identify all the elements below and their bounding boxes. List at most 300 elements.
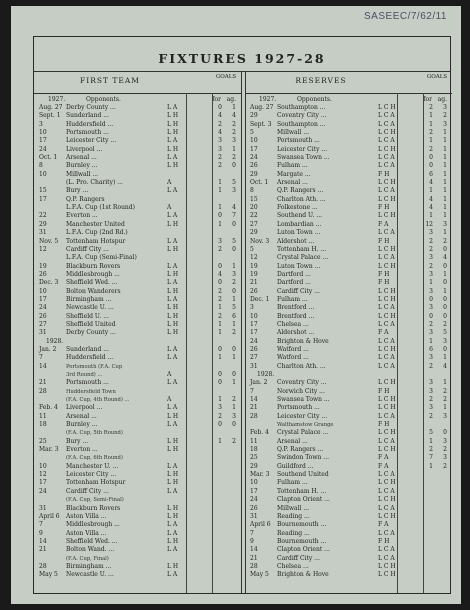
goals-for: 2 bbox=[218, 312, 222, 320]
fixture-opponent: Sunderland ... bbox=[66, 345, 109, 353]
goals-against: 0 bbox=[443, 345, 447, 353]
goals-for: 3 bbox=[429, 270, 433, 278]
fixture-date: 21 bbox=[39, 546, 47, 554]
fixture-venue: F H bbox=[378, 170, 390, 178]
fixture-venue: A bbox=[167, 371, 172, 378]
fixture-row bbox=[245, 296, 452, 304]
fixture-opponent: Blackburn Rovers bbox=[66, 262, 121, 270]
fixture-opponent: Crystal Palace ... bbox=[277, 254, 329, 262]
goals-for: 2 bbox=[429, 362, 433, 370]
fixture-row bbox=[245, 363, 452, 371]
goals-against: 2 bbox=[443, 396, 447, 404]
goals-for: 7 bbox=[429, 454, 433, 462]
fixture-row bbox=[245, 279, 452, 287]
goals-for: 1 bbox=[218, 179, 222, 187]
fixture-date: 5 bbox=[250, 245, 254, 253]
goals-against: 1 bbox=[443, 287, 447, 295]
goals-against: 1 bbox=[443, 145, 447, 153]
fixture-venue: A bbox=[167, 179, 172, 187]
fixture-venue: L A bbox=[167, 104, 178, 111]
fixture-opponent: Aldershot ... bbox=[277, 329, 315, 337]
fixture-row bbox=[34, 313, 241, 321]
fixture-opponent: L.F.A. Cup (2nd Rd.) bbox=[66, 229, 128, 237]
fixture-opponent: Chelsea ... bbox=[277, 562, 309, 570]
fixture-venue: F H bbox=[378, 279, 390, 287]
fixture-opponent: Huddersfield Town bbox=[66, 388, 116, 395]
goals-for: 1 bbox=[218, 187, 222, 195]
goals-for: 1 bbox=[429, 337, 433, 345]
fixture-date: Jan. 2 bbox=[39, 345, 57, 353]
goals-against: 1 bbox=[443, 154, 447, 162]
goals-for: 2 bbox=[429, 320, 433, 328]
goals-against: 1 bbox=[443, 270, 447, 278]
goals-against: 1 bbox=[443, 204, 447, 212]
fixture-date: 27 bbox=[250, 354, 258, 362]
fixture-row bbox=[34, 546, 241, 554]
fixture-date: 24 bbox=[250, 337, 258, 345]
fixture-opponent: Bury ... bbox=[66, 437, 89, 445]
opponents-header: Opponents. bbox=[297, 96, 332, 103]
fixture-opponent: Walthamstow Grange bbox=[277, 422, 334, 429]
fixture-venue: L H bbox=[167, 437, 179, 445]
fixture-venue: L A bbox=[167, 462, 178, 470]
fixture-opponent: Swansea Town ... bbox=[277, 154, 330, 162]
fixture-venue: L H bbox=[167, 562, 179, 570]
fixture-row bbox=[245, 263, 452, 271]
fixture-opponent: Sheffield U. ... bbox=[66, 312, 109, 320]
fixture-opponent: Blackburn Rovers bbox=[66, 504, 121, 512]
fixture-opponent: Portsmouth ... bbox=[66, 129, 109, 137]
fixture-date: Oct. 1 bbox=[39, 154, 58, 162]
fixture-venue: L H bbox=[167, 245, 179, 253]
fixture-opponent: Aston Villa ... bbox=[66, 512, 107, 520]
fixture-row bbox=[34, 254, 241, 262]
fixture-row bbox=[34, 496, 241, 504]
fixture-date: 20 bbox=[250, 204, 258, 212]
fixture-venue: L C H bbox=[378, 312, 396, 320]
fixture-venue: F H bbox=[378, 537, 390, 545]
fixture-venue: L A bbox=[167, 546, 178, 554]
goals-against: 1 bbox=[232, 320, 236, 328]
fixture-date: 17 bbox=[39, 195, 47, 203]
fixture-row bbox=[245, 354, 452, 362]
fixture-opponent: (F.A. Cup, 5th Round) bbox=[66, 430, 123, 437]
fixture-opponent: Derby County ... bbox=[66, 329, 116, 337]
fixture-venue: L H bbox=[167, 145, 179, 153]
fixture-row bbox=[245, 196, 452, 204]
goals-for: 0 bbox=[218, 212, 222, 220]
fixture-date: 21 bbox=[250, 279, 258, 287]
fixture-venue: L C A bbox=[378, 554, 395, 562]
fixture-row bbox=[245, 271, 452, 279]
fixture-date: 15 bbox=[39, 187, 47, 195]
fixture-opponent: Southend U. ... bbox=[277, 212, 323, 220]
fixture-date: 17 bbox=[250, 320, 258, 328]
goals-against: 3 bbox=[443, 220, 447, 228]
fixture-row bbox=[34, 162, 241, 170]
fixture-row bbox=[34, 454, 241, 462]
fixture-row bbox=[245, 346, 452, 354]
fixture-date: 25 bbox=[39, 437, 47, 445]
fixture-venue: L H bbox=[167, 112, 179, 120]
goals-against: 1 bbox=[443, 137, 447, 145]
goals-against: 2 bbox=[232, 396, 236, 404]
against-header: ag. bbox=[437, 96, 447, 103]
fixture-venue: L H bbox=[167, 479, 179, 487]
fixture-row bbox=[34, 154, 241, 162]
fixture-date: 8 bbox=[250, 187, 254, 195]
fixture-opponent: Tottenham Hotspur bbox=[66, 237, 126, 245]
goals-against: 3 bbox=[232, 187, 236, 195]
goals-against: 1 bbox=[443, 179, 447, 187]
goals-for: 0 bbox=[218, 371, 222, 378]
fixture-opponent: Tottenham Hotspur bbox=[66, 479, 126, 487]
goals-for: 1 bbox=[429, 120, 433, 128]
fixture-opponent: Southampton ... bbox=[277, 120, 326, 128]
fixture-venue: L H bbox=[167, 287, 179, 295]
fixture-venue: L H bbox=[167, 312, 179, 320]
fixture-venue: A bbox=[167, 204, 172, 212]
goals-against: 0 bbox=[443, 262, 447, 270]
fixture-row bbox=[34, 346, 241, 354]
fixture-date: Jan. 2 bbox=[250, 379, 268, 387]
fixture-date: 12 bbox=[250, 254, 258, 262]
fixture-date: 19 bbox=[39, 262, 47, 270]
goals-for: 1 bbox=[218, 220, 222, 228]
fixture-date: Aug. 27 bbox=[250, 104, 274, 111]
fixture-opponent: Birmingham ... bbox=[66, 562, 112, 570]
fixture-opponent: L.F.A. Cup (Semi-Final) bbox=[66, 254, 137, 262]
goals-against: 5 bbox=[232, 304, 236, 312]
goals-for: 4 bbox=[218, 112, 222, 120]
fixture-date: 15 bbox=[250, 195, 258, 203]
goals-for: 12 bbox=[425, 220, 433, 228]
fixture-venue: L C A bbox=[378, 362, 395, 370]
fixture-venue: L A bbox=[167, 262, 178, 270]
fixture-date: 31 bbox=[250, 512, 258, 520]
fixture-row bbox=[245, 438, 452, 446]
fixture-date: 9 bbox=[250, 537, 254, 545]
goals-for: 2 bbox=[429, 145, 433, 153]
fixture-venue: L C A bbox=[378, 229, 395, 237]
goals-for: 1 bbox=[429, 137, 433, 145]
fixture-row bbox=[34, 112, 241, 120]
fixture-date: 10 bbox=[39, 462, 47, 470]
fixture-row bbox=[245, 313, 452, 321]
goals-for: 5 bbox=[429, 429, 433, 437]
fixture-venue: L A bbox=[167, 404, 178, 412]
fixture-row bbox=[245, 129, 452, 137]
goals-against: 2 bbox=[443, 387, 447, 395]
fixture-opponent: Bury ... bbox=[66, 187, 89, 195]
goals-against: 1 bbox=[443, 229, 447, 237]
goals-for: 2 bbox=[429, 262, 433, 270]
fixture-date: 27 bbox=[39, 320, 47, 328]
goals-for: 1 bbox=[429, 279, 433, 287]
fixture-row bbox=[34, 388, 241, 396]
fixture-venue: L C H bbox=[378, 571, 396, 579]
fixture-row bbox=[245, 204, 452, 212]
fixture-venue: L H bbox=[167, 304, 179, 312]
fixture-date: 10 bbox=[39, 129, 47, 137]
fixture-opponent: Aston Villa ... bbox=[66, 529, 107, 537]
fixture-venue: F H bbox=[378, 421, 390, 429]
goals-for: 2 bbox=[429, 446, 433, 454]
fixture-venue: L H bbox=[167, 129, 179, 137]
fixture-row bbox=[34, 288, 241, 296]
fixture-venue: F H bbox=[378, 387, 390, 395]
fixture-date: 21 bbox=[250, 554, 258, 562]
fixture-date: 19 bbox=[250, 262, 258, 270]
fixture-opponent: Tottenham H. ... bbox=[277, 487, 327, 495]
goals-for: 3 bbox=[429, 404, 433, 412]
goals-against: 5 bbox=[232, 179, 236, 187]
fixture-date: 31 bbox=[39, 229, 47, 237]
first-team-header bbox=[34, 71, 241, 94]
fixture-date: 21 bbox=[39, 379, 47, 387]
fixture-venue: L C H bbox=[378, 212, 396, 220]
fixture-venue: L C H bbox=[378, 245, 396, 253]
fixture-venue: L H bbox=[167, 120, 179, 128]
fixture-row bbox=[245, 338, 452, 346]
fixture-opponent: Portsmouth ... bbox=[277, 137, 320, 145]
fixture-row bbox=[34, 354, 241, 362]
goals-against: 4 bbox=[443, 254, 447, 262]
fixture-row bbox=[245, 179, 452, 187]
goals-against: 0 bbox=[443, 304, 447, 312]
fixture-opponent: Crystal Palace ... bbox=[277, 429, 329, 437]
goals-for: 1 bbox=[429, 462, 433, 470]
goals-for: 2 bbox=[429, 412, 433, 420]
goals-against: 0 bbox=[232, 245, 236, 253]
goals-for: 3 bbox=[218, 145, 222, 153]
goals-for: 1 bbox=[218, 354, 222, 362]
goals-for: 0 bbox=[429, 295, 433, 303]
fixture-row bbox=[245, 454, 452, 462]
goals-for: 0 bbox=[429, 154, 433, 162]
fixture-venue: F A bbox=[378, 462, 389, 470]
fixture-opponent: Manchester United bbox=[66, 220, 125, 228]
fixture-row bbox=[245, 121, 452, 129]
fixture-row bbox=[245, 229, 452, 237]
goals-against: 1 bbox=[232, 404, 236, 412]
fixture-row bbox=[245, 146, 452, 154]
goals-against: 3 bbox=[232, 270, 236, 278]
fixture-venue: F A bbox=[378, 521, 389, 529]
fixture-opponent: Cardiff City ... bbox=[277, 287, 320, 295]
fixture-date: 31 bbox=[39, 504, 47, 512]
fixture-date: 29 bbox=[250, 170, 258, 178]
goals-for: 3 bbox=[218, 237, 222, 245]
fixture-venue: L H bbox=[167, 512, 179, 520]
fixture-date: 21 bbox=[250, 404, 258, 412]
goals-against: 1 bbox=[232, 145, 236, 153]
fixture-row bbox=[245, 446, 452, 454]
goals-for: 6 bbox=[429, 170, 433, 178]
fixture-row bbox=[245, 288, 452, 296]
goals-for: 2 bbox=[218, 162, 222, 170]
fixture-venue: L A bbox=[167, 295, 178, 303]
fixture-row bbox=[34, 479, 241, 487]
fixture-opponent: Lombardian ... bbox=[277, 220, 322, 228]
fixture-row bbox=[34, 271, 241, 279]
fixture-opponent: Brentford ... bbox=[277, 304, 315, 312]
fixture-venue: L C A bbox=[378, 337, 395, 345]
fixture-venue: L C H bbox=[378, 446, 396, 454]
fixture-date: 28 bbox=[250, 562, 258, 570]
fixture-date: 28 bbox=[39, 387, 47, 395]
fixture-date: Mar. 3 bbox=[39, 446, 59, 454]
fixture-opponent: Southend United bbox=[277, 471, 329, 479]
first-team-fixtures bbox=[34, 104, 241, 580]
first-team-goals-label: GOALS bbox=[215, 74, 237, 80]
goals-against: 3 bbox=[443, 412, 447, 420]
year-row bbox=[34, 338, 241, 346]
fixture-venue: L C H bbox=[378, 429, 396, 437]
fixture-venue: L A bbox=[167, 212, 178, 220]
goals-against: 2 bbox=[232, 129, 236, 137]
fixture-row bbox=[245, 254, 452, 262]
fixture-row bbox=[245, 429, 452, 437]
fixture-row bbox=[245, 187, 452, 195]
fixture-opponent: Manchester U. ... bbox=[66, 462, 119, 470]
goals-for: 1 bbox=[429, 112, 433, 120]
fixture-opponent: Q.P. Rangers ... bbox=[277, 187, 324, 195]
goals-for: 1 bbox=[218, 396, 222, 404]
fixture-opponent: Charlton Ath. ... bbox=[277, 195, 326, 203]
fixture-opponent: Newcastle U. ... bbox=[66, 304, 114, 312]
fixture-opponent: Leicester City ... bbox=[277, 145, 328, 153]
fixture-opponent: Arsenal ... bbox=[277, 437, 308, 445]
fixture-venue: L H bbox=[167, 412, 179, 420]
goals-against: 0 bbox=[232, 220, 236, 228]
fixture-date: 25 bbox=[250, 454, 258, 462]
fixture-row bbox=[245, 421, 452, 429]
goals-for: 4 bbox=[218, 129, 222, 137]
goals-for: 0 bbox=[218, 262, 222, 270]
fixture-venue: L C H bbox=[378, 129, 396, 137]
fixture-date: April 6 bbox=[39, 512, 60, 520]
fixture-opponent: Cardiff City ... bbox=[66, 245, 109, 253]
fixture-opponent: (F.A. Cup, Final) bbox=[66, 555, 109, 562]
fixture-date: 29 bbox=[39, 220, 47, 228]
fixture-date: Mar. 3 bbox=[250, 471, 270, 479]
fixture-opponent: Coventry City ... bbox=[277, 379, 327, 387]
goals-against: 2 bbox=[232, 120, 236, 128]
fixture-venue: L C A bbox=[378, 320, 395, 328]
fixture-opponent: Bournemouth ... bbox=[277, 521, 327, 529]
goals-for: 0 bbox=[218, 379, 222, 387]
fixture-opponent: Liverpool ... bbox=[66, 404, 103, 412]
fixture-date: 10 bbox=[250, 479, 258, 487]
goals-against: 2 bbox=[232, 437, 236, 445]
fixture-venue: L C A bbox=[378, 546, 395, 554]
fixture-row bbox=[245, 530, 452, 538]
goals-for: 3 bbox=[429, 329, 433, 337]
fixture-date: 27 bbox=[250, 220, 258, 228]
fixture-row bbox=[245, 513, 452, 521]
fixture-row bbox=[34, 471, 241, 479]
fixture-venue: L H bbox=[167, 329, 179, 337]
fixture-row bbox=[245, 388, 452, 396]
fixture-date: Oct. 1 bbox=[250, 179, 269, 187]
fixture-row bbox=[34, 463, 241, 471]
goals-against: 1 bbox=[232, 104, 236, 111]
goals-against: 1 bbox=[443, 212, 447, 220]
fixture-date: 11 bbox=[250, 437, 258, 445]
goals-against: 0 bbox=[443, 295, 447, 303]
fixture-row bbox=[34, 404, 241, 412]
fixture-date: 7 bbox=[250, 529, 254, 537]
fixture-row bbox=[34, 438, 241, 446]
fixture-opponent: Sheffield Wed. ... bbox=[66, 279, 118, 287]
fixture-date: 28 bbox=[39, 562, 47, 570]
fixture-venue: F A bbox=[378, 329, 389, 337]
goals-against: 1 bbox=[232, 379, 236, 387]
goals-for: 1 bbox=[429, 437, 433, 445]
goals-against: 2 bbox=[443, 462, 447, 470]
fixture-venue: L A bbox=[167, 487, 178, 495]
fixture-venue: L H bbox=[167, 446, 179, 454]
goals-against: 6 bbox=[232, 312, 236, 320]
fixture-row bbox=[245, 538, 452, 546]
goals-against: 2 bbox=[232, 329, 236, 337]
fixture-venue: L A bbox=[167, 345, 178, 353]
fixture-opponent: 3rd Round) ... bbox=[66, 372, 103, 378]
fixture-opponent: Luton Town ... bbox=[277, 229, 321, 237]
goals-against: 1 bbox=[443, 354, 447, 362]
fixture-opponent: Bolton Wanderers bbox=[66, 287, 121, 295]
fixture-opponent: Middlesbrough ... bbox=[66, 270, 120, 278]
fixture-venue: L C H bbox=[378, 145, 396, 153]
goals-against: 2 bbox=[232, 279, 236, 287]
goals-against: 7 bbox=[232, 212, 236, 220]
fixture-row bbox=[245, 505, 452, 513]
fixture-row bbox=[34, 488, 241, 496]
fixture-date: 8 bbox=[39, 162, 43, 170]
fixture-opponent: Bournemouth ... bbox=[277, 537, 327, 545]
goals-for: 4 bbox=[429, 179, 433, 187]
fixture-opponent: Dartford ... bbox=[277, 279, 311, 287]
fixture-row bbox=[34, 429, 241, 437]
page-title: FIXTURES 1927-28 bbox=[158, 51, 326, 66]
fixture-opponent: Burnley ... bbox=[66, 162, 98, 170]
fixture-row bbox=[245, 137, 452, 145]
fixture-venue: L A bbox=[167, 354, 178, 362]
fixture-date: 10 bbox=[250, 312, 258, 320]
fixture-row bbox=[245, 471, 452, 479]
goals-for: 2 bbox=[429, 396, 433, 404]
goals-against: 3 bbox=[443, 104, 447, 111]
fixture-date: 14 bbox=[250, 396, 258, 404]
goals-for: 3 bbox=[429, 354, 433, 362]
fixture-row bbox=[34, 212, 241, 220]
goals-for: 0 bbox=[218, 421, 222, 429]
fixture-opponent: Fulham ... bbox=[277, 295, 308, 303]
goals-for: 3 bbox=[429, 287, 433, 295]
fixture-row bbox=[34, 146, 241, 154]
fixture-row bbox=[34, 279, 241, 287]
goals-for: 1 bbox=[429, 187, 433, 195]
fixture-opponent: Newcastle U. ... bbox=[66, 571, 114, 579]
fixture-date: 29 bbox=[250, 462, 258, 470]
goals-against: 3 bbox=[443, 437, 447, 445]
first-team-title: FIRST TEAM bbox=[80, 76, 140, 85]
goals-against: 1 bbox=[443, 187, 447, 195]
goals-for: 4 bbox=[429, 195, 433, 203]
fixture-venue: L C H bbox=[378, 512, 396, 520]
against-header: ag. bbox=[226, 96, 236, 103]
